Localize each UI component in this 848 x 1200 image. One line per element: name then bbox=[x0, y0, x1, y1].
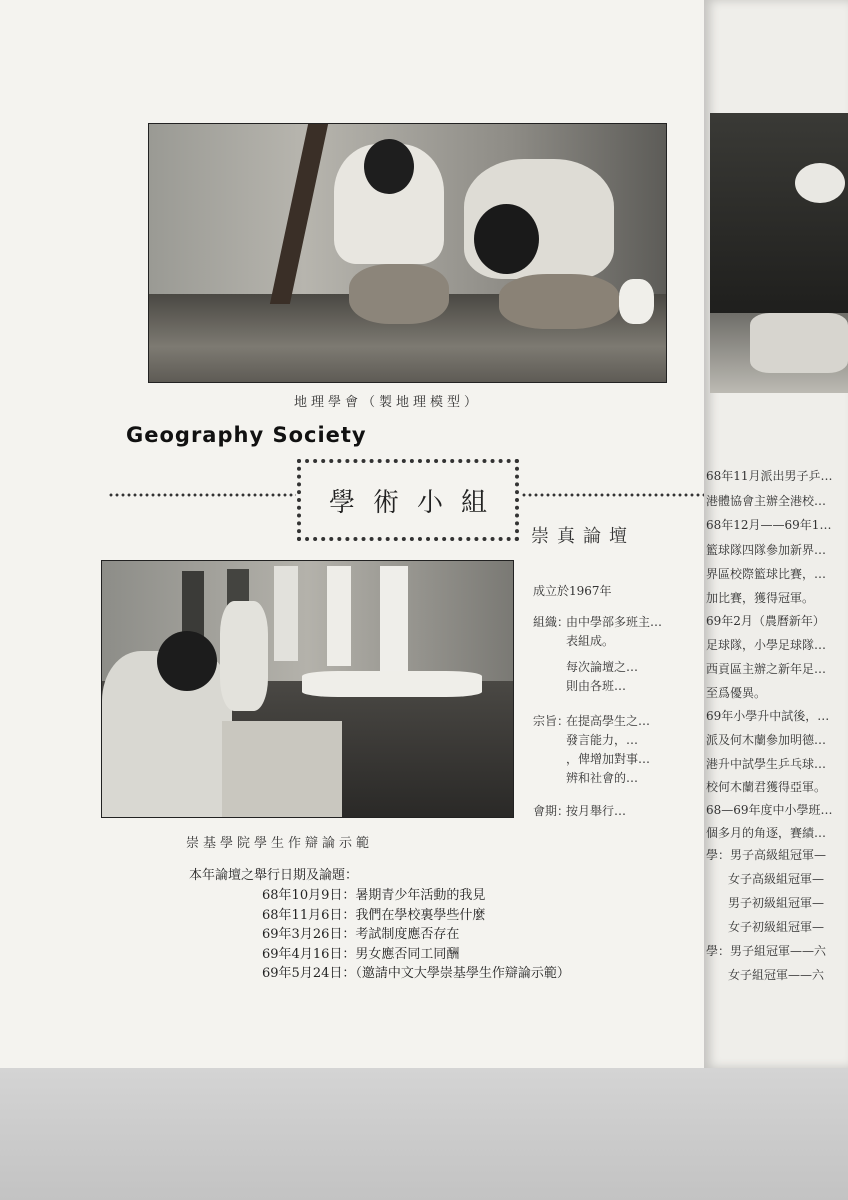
right-divider-rule bbox=[521, 491, 704, 499]
top-photo-caption: 地理學會（製地理模型） bbox=[294, 395, 482, 410]
meeting-text: 按月舉行… bbox=[566, 804, 627, 818]
schedule-topic: 我們在學校裏學些什麼 bbox=[355, 907, 486, 923]
org-line: 則由各班… bbox=[566, 679, 627, 693]
section-heading-box bbox=[297, 459, 519, 541]
right-page-line: 界區校際籃球比賽，… bbox=[706, 567, 827, 581]
right-page-line: 女子初級組冠軍— bbox=[728, 920, 825, 934]
schedule-topic: 考試制度應否存在 bbox=[355, 927, 460, 942]
right-page-line: 女子組冠軍——六 bbox=[728, 968, 825, 982]
right-page-line: 學：男子高級組冠軍— bbox=[706, 848, 827, 862]
org-label: 組織： bbox=[533, 615, 570, 629]
schedule-row bbox=[262, 925, 570, 945]
schedule-list bbox=[262, 886, 570, 984]
right-page-line: 足球隊，小學足球隊… bbox=[706, 638, 827, 652]
founded-text: 成立於1967年 bbox=[533, 584, 612, 598]
meeting-label: 會期： bbox=[533, 804, 570, 818]
right-page-line: 68年12月——69年1… bbox=[706, 518, 832, 532]
schedule-topic: 暑期青少年活動的我見 bbox=[355, 888, 486, 903]
schedule-date: 68年11月6日： bbox=[262, 907, 356, 923]
org-line: 由中學部多班主… bbox=[566, 615, 663, 629]
schedule-row bbox=[262, 886, 570, 906]
scanner-background bbox=[0, 1068, 848, 1200]
right-page-line: 69年2月（農曆新年） bbox=[706, 614, 825, 628]
right-page-line: 學：男子組冠軍——六 bbox=[706, 944, 827, 958]
aim-line: 在提高學生之… bbox=[566, 714, 651, 728]
top-photo bbox=[148, 123, 667, 383]
right-page-line: 派及何木蘭參加明德… bbox=[706, 733, 827, 747]
right-page-line: 至爲優異。 bbox=[706, 686, 767, 700]
schedule-row bbox=[262, 964, 570, 984]
right-page-line: 68—69年度中小學班… bbox=[706, 803, 833, 817]
aim-line: 發言能力，… bbox=[566, 733, 639, 747]
schedule-date: 69年5月24日： bbox=[262, 966, 356, 981]
right-page-line: 西貢區主辦之新年足… bbox=[706, 662, 827, 676]
org-line: 每次論壇之… bbox=[566, 660, 639, 674]
right-page-line: 加比賽，獲得冠軍。 bbox=[706, 591, 815, 605]
debate-photo-caption: 崇基學院學生作辯論示範 bbox=[186, 836, 374, 851]
left-divider-rule bbox=[108, 491, 296, 499]
schedule-intro: 本年論壇之舉行日期及論題： bbox=[189, 868, 359, 883]
right-page-line: 女子高級組冠軍— bbox=[728, 872, 825, 886]
schedule-date: 69年4月16日： bbox=[262, 946, 356, 962]
schedule-date: 68年10月9日： bbox=[262, 888, 356, 903]
right-page-line: 69年小學升中試後，… bbox=[706, 709, 830, 723]
sports-photo bbox=[710, 113, 848, 393]
aim-line: 辨和社會的… bbox=[566, 771, 639, 785]
section-heading: 學術小組 bbox=[328, 487, 505, 518]
right-page-line: 港升中試學生乒乓球… bbox=[706, 757, 827, 771]
debate-photo bbox=[101, 560, 514, 818]
schedule-date: 69年3月26日： bbox=[262, 927, 356, 942]
right-page-line: 個多月的角逐，賽績… bbox=[706, 826, 827, 840]
org-line: 表組成。 bbox=[566, 634, 615, 648]
debate-forum-title: 崇真論壇 bbox=[531, 526, 635, 547]
schedule-topic: （邀請中文大學崇基學生作辯論示範） bbox=[355, 966, 570, 981]
right-page-line: 校何木蘭君獲得亞軍。 bbox=[706, 780, 827, 794]
schedule-topic: 男女應否同工同酬 bbox=[355, 946, 460, 962]
right-page-line: 男子初級組冠軍— bbox=[728, 896, 825, 910]
right-page-line: 港體協會主辦全港校… bbox=[706, 494, 827, 508]
aim-label: 宗旨： bbox=[533, 714, 570, 728]
right-page-line: 籃球隊四隊參加新界… bbox=[706, 543, 827, 557]
aim-line: ，俾增加對事… bbox=[566, 752, 651, 766]
right-page-line: 68年11月派出男子乒… bbox=[706, 469, 833, 483]
english-title: Geography Society bbox=[126, 423, 367, 447]
schedule-row bbox=[262, 906, 570, 926]
schedule-row bbox=[262, 945, 570, 965]
